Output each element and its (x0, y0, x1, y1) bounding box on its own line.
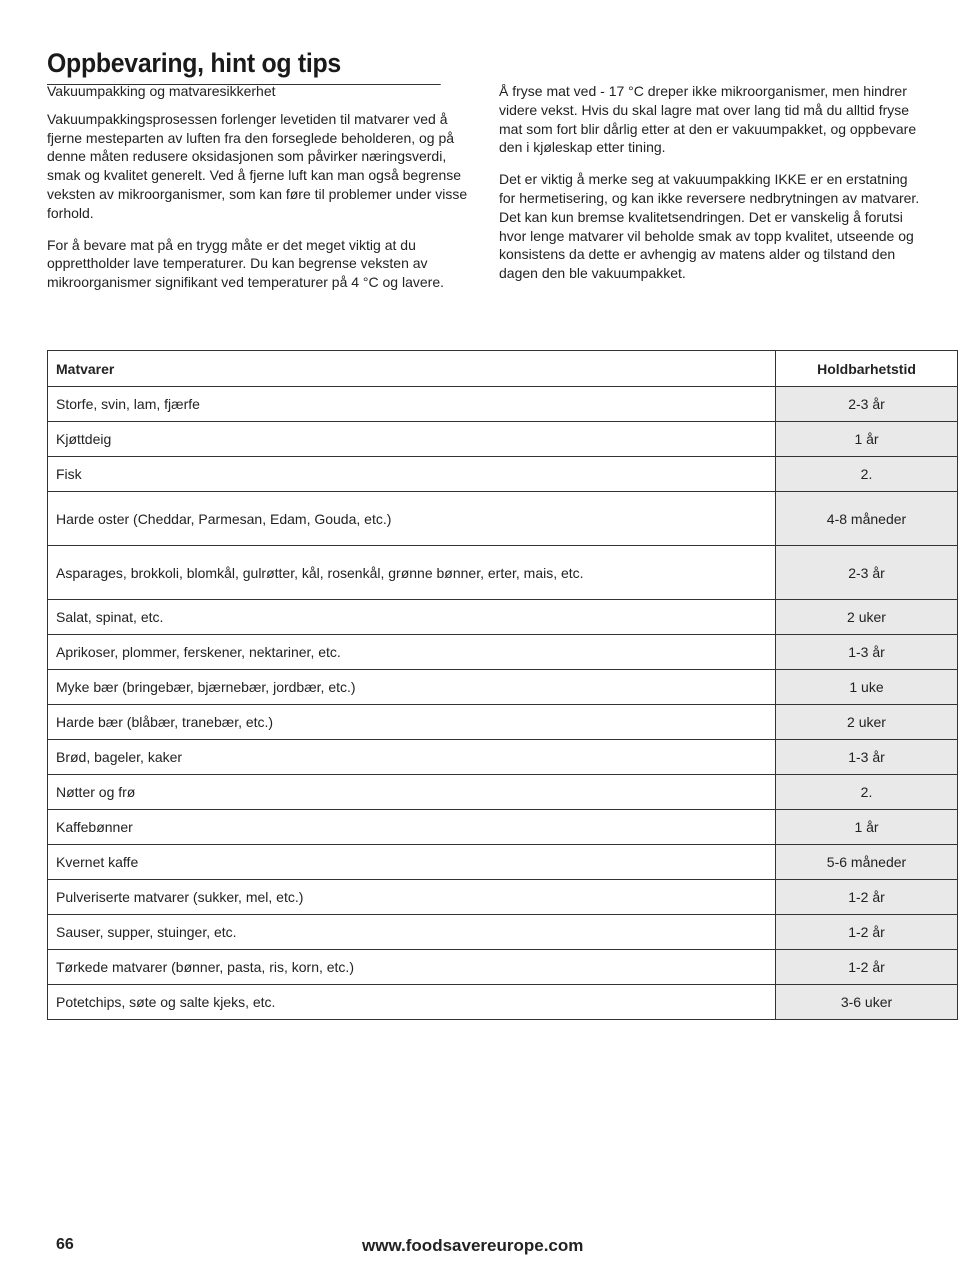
shelf-life-cell: 2-3 år (776, 387, 958, 422)
shelf-life-cell: 1-2 år (776, 915, 958, 950)
right-text-column (499, 82, 924, 296)
food-cell: Asparages, brokkoli, blomkål, gulrøtter, kål, rosenkål, grønne bønner, erter, mais, etc. (48, 546, 776, 600)
table-row (48, 457, 958, 492)
food-cell: Fisk (48, 457, 776, 492)
food-cell: Kvernet kaffe (48, 845, 776, 880)
table-row (48, 740, 958, 775)
shelf-life-cell: 4-8 måneder (776, 492, 958, 546)
table-row (48, 880, 958, 915)
shelf-life-cell: 1 år (776, 810, 958, 845)
table-row (48, 810, 958, 845)
food-cell: Tørkede matvarer (bønner, pasta, ris, korn, etc.) (48, 950, 776, 985)
left-text-column (47, 82, 472, 305)
header-food: Matvarer (48, 351, 776, 387)
table-row (48, 635, 958, 670)
shelf-life-cell: 5-6 måneder (776, 845, 958, 880)
table-row (48, 985, 958, 1020)
table-row (48, 492, 958, 546)
shelf-life-cell: 2. (776, 775, 958, 810)
shelf-life-table (47, 350, 958, 1020)
table-row (48, 845, 958, 880)
paragraph: Å fryse mat ved - 17 °C dreper ikke mikroorganismer, men hindrer videre vekst. Hvis du skal lagre mat over lang tid må du alltid fryse mat som fort blir dårlig etter at den er vakuumpakket, og oppbevare den i kjøleskap etter tining. (499, 83, 917, 156)
shelf-life-cell: 2-3 år (776, 546, 958, 600)
table-row (48, 600, 958, 635)
paragraph: For å bevare mat på en trygg måte er det meget viktig at du opprettholder lave temperaturer. Du kan begrense veksten av mikroorganismer signifikant ved temperaturer på 4 °C og lavere. (47, 236, 444, 291)
table-row (48, 915, 958, 950)
table-header-row (48, 351, 958, 387)
table-row (48, 705, 958, 740)
food-cell: Potetchips, søte og salte kjeks, etc. (48, 985, 776, 1020)
shelf-life-cell: 2 uker (776, 600, 958, 635)
food-cell: Sauser, supper, stuinger, etc. (48, 915, 776, 950)
food-cell: Pulveriserte matvarer (sukker, mel, etc.) (48, 880, 776, 915)
shelf-life-cell: 2 uker (776, 705, 958, 740)
table-row (48, 422, 958, 457)
shelf-life-cell: 1 uke (776, 670, 958, 705)
table-row (48, 546, 958, 600)
shelf-life-cell: 3-6 uker (776, 985, 958, 1020)
website-url: www.foodsavereurope.com (362, 1236, 584, 1255)
table-row (48, 950, 958, 985)
food-cell: Kjøttdeig (48, 422, 776, 457)
shelf-life-cell: 1 år (776, 422, 958, 457)
food-cell: Harde bær (blåbær, tranebær, etc.) (48, 705, 776, 740)
food-cell: Storfe, svin, lam, fjærfe (48, 387, 776, 422)
shelf-life-cell: 1-2 år (776, 950, 958, 985)
page-title: Oppbevaring, hint og tips (47, 48, 441, 85)
food-cell: Aprikoser, plommer, ferskener, nektariner, etc. (48, 635, 776, 670)
page-number: 66 (56, 1236, 74, 1253)
shelf-life-cell: 1-3 år (776, 740, 958, 775)
food-cell: Myke bær (bringebær, bjærnebær, jordbær, etc.) (48, 670, 776, 705)
paragraph: Det er viktig å merke seg at vakuumpakking IKKE er en erstatning for hermetisering, og kan ikke reversere nedbrytningen av matvarer. Det kan kun bremse kvalitetsendringen. Det er vanskelig å forutsi hvor lenge matvarer vil beholde smak av topp kvalitet, utseende og konsistens da dette er avhengig av matens alder og tilstand den dagen den ble vakuumpakket. (499, 171, 920, 282)
section-subheading: Vakuumpakking og matvaresikkerhet (47, 83, 276, 99)
food-cell: Kaffebønner (48, 810, 776, 845)
food-cell: Salat, spinat, etc. (48, 600, 776, 635)
shelf-life-cell: 1-3 år (776, 635, 958, 670)
food-cell: Nøtter og frø (48, 775, 776, 810)
food-cell: Harde oster (Cheddar, Parmesan, Edam, Gouda, etc.) (48, 492, 776, 546)
shelf-life-cell: 1-2 år (776, 880, 958, 915)
table-row (48, 387, 958, 422)
food-cell: Brød, bageler, kaker (48, 740, 776, 775)
header-shelf-life: Holdbarhetstid (776, 351, 958, 387)
table-row (48, 670, 958, 705)
table-row (48, 775, 958, 810)
paragraph: Vakuumpakkingsprosessen forlenger levetiden til matvarer ved å fjerne mesteparten av luften fra den forseglede beholderen, og på denne måten redusere oksidasjonen som påvirker næringsverdi, smak og kvalitet generelt. Ved å fjerne luft kan man også begrense veksten av mikroorganismer, som kan føre til problemer under visse forhold. (47, 110, 468, 221)
shelf-life-cell: 2. (776, 457, 958, 492)
